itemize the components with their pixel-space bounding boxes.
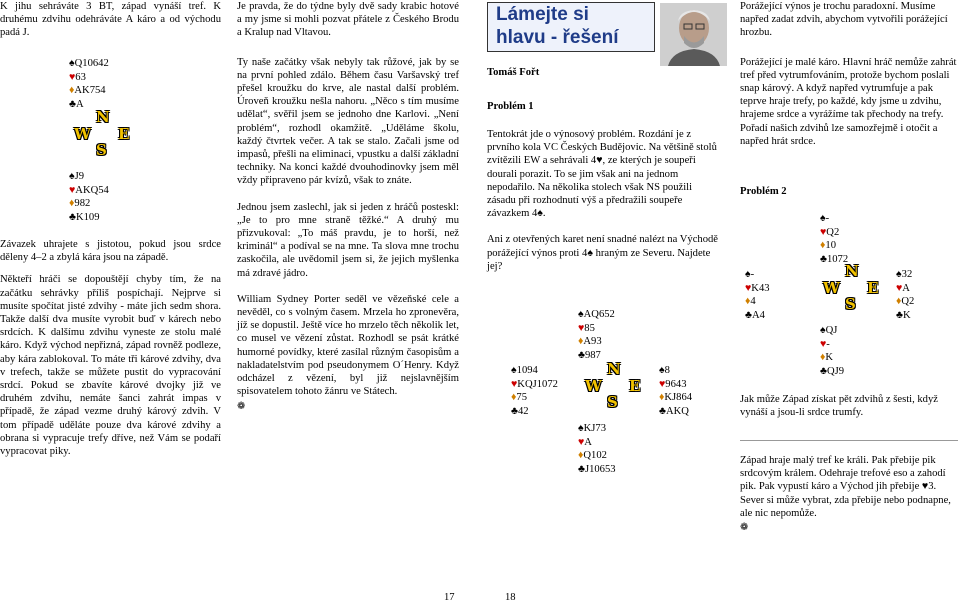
hand-east-p1 (659, 364, 692, 418)
diamonds-holding: ♦ 75 (511, 391, 558, 405)
page-number-right: 18 (505, 592, 516, 603)
spades-holding: ♠ KJ73 (578, 422, 616, 436)
hand-east-p2 (896, 268, 914, 322)
paragraph: Ty naše začátky však nebyly tak růžové, jak by se na první pohled zdálo. Během času Varšavský tref přešel kroužku do krve, ale nastal další problém. Úroveň kroužku nešla nahoru. „Něco s tím musíme udělat“, svěřil jsem se jednoho dne Karlovi. „Není problém“, rozhodl okamžitě. „Uděláme školu, každý čtvrtek večer. A tak se stalo. Začali jsme od impasů, přešli na eliminaci, vpustku a další základní techniky. Na konci každé dvouhodinovky jsem měl vždy připraveno pár kvízů, však to znáte. (237, 56, 459, 187)
hand-north-p2 (820, 212, 848, 266)
clubs-holding: ♣ A4 (745, 309, 770, 323)
hand-north-p0 (69, 57, 109, 111)
compass-icon (585, 360, 643, 415)
hand-west-p2 (745, 268, 770, 322)
column-1-body (0, 238, 221, 458)
spades-holding: ♠ - (820, 212, 848, 226)
compass-west: W (823, 279, 840, 297)
compass-west: W (74, 125, 91, 143)
spades-holding: ♠ Q10642 (69, 57, 109, 71)
column-2 (237, 0, 459, 414)
compass-north: N (607, 360, 621, 378)
hearts-holding: ♥ A (896, 282, 914, 296)
paragraph: Tentokrát jde o výnosový problém. Rozdání je z prvního kola VC Českých Budějovic. Na většině stolů zvítězili EW a sehrávali 4♥, ze kterých je soupeři dourali porazit. To se jim však ani na jednom nepodařilo. Na několika stolech však NS použili zásadu při rozhodnutí výš a předražili soupeře závazkem 4♠. (487, 129, 717, 220)
column-3 (487, 128, 722, 273)
clubs-holding: ♣ QJ9 (820, 365, 844, 379)
hearts-holding: ♥ K43 (745, 282, 770, 296)
diamonds-holding: ♦ A93 (578, 335, 615, 349)
diamonds-holding: ♦ Q2 (896, 295, 914, 309)
hand-south-p2 (820, 324, 844, 378)
diamonds-holding: ♦ AK754 (69, 84, 109, 98)
clubs-holding: ♣ K109 (69, 211, 109, 225)
compass-north: N (845, 262, 859, 280)
divider (740, 440, 958, 441)
page-number-left: 17 (444, 592, 455, 603)
end-mark-icon: ❁ (740, 522, 749, 534)
compass-icon (823, 262, 881, 317)
title-line-2: hlavu - řešení (496, 27, 619, 48)
compass-south: S (96, 141, 107, 159)
clubs-holding: ♣ 1072 (820, 253, 848, 267)
paragraph: Porážející výnos je trochu paradoxní. Musíme napřed zadat zdvih, abychom vytvořili porážející hrozbu. (740, 1, 948, 39)
clubs-holding: ♣ AKQ (659, 405, 692, 419)
spades-holding: ♠ J9 (69, 170, 109, 184)
hearts-holding: ♥ AKQ54 (69, 184, 109, 198)
clubs-holding: ♣ J10653 (578, 463, 616, 477)
spades-holding: ♠ 1094 (511, 364, 558, 378)
column-4-answer (740, 454, 958, 534)
hearts-holding: ♥ 85 (578, 322, 615, 336)
diamonds-holding: ♦ K (820, 351, 844, 365)
hearts-holding: ♥ 9643 (659, 378, 692, 392)
author-name: Tomáš Fořt (487, 67, 540, 78)
paragraph: Porážející je malé káro. Hlavní hráč nemůže zahrát tref před vytrumfováním, protože bychom poslali snap kárový. A když napřed vytrumfuje a pak teprve hraje trefy, po každé, kdy jsme u zdvihu, hrajeme srdce a vyrážíme tak přechody na trefy. Pořadí našich zdvihů lze samozřejmě i otočit a napřed hrát srdce. (740, 56, 957, 147)
column-4 (740, 0, 958, 148)
diamonds-holding: ♦ 10 (820, 239, 848, 253)
paragraph: Někteří hráči se dopouštějí chyby tím, že na začátku sehrávky příliš pospíchají. Nejprve si musíte spočítat jisté zdvihy - máte jich sedm shora. Takže další dva musíte vyrobit buď v kárech nebo srdcích. K dalšímu zdvihu vyneste ze stolu malé káro. Když východ nepřizná, západ rovněž podleze, aby kára zablokoval. To máte tři kárové zdvihy, dva v trefech, takže se můžete pustit do vypracování srdcí. Pokud se zbavíte kárové dvojky již ve druhém zdvihu, nemáte šanci zahrát impas v případě, že západ vezme druhý kárový zdvih. V tom případě uděláte pouze dva kárové zdvihy a obrana si vypracuje trefy dříve, než Vám se podaří vypracovat piky. (0, 274, 221, 458)
hearts-holding: ♥ - (820, 338, 844, 352)
column-4-lower (740, 393, 958, 419)
diamonds-holding: ♦ Q102 (578, 449, 616, 463)
clubs-holding: ♣ K (896, 309, 914, 323)
compass-icon (74, 108, 132, 163)
paragraph: Ani z otevřených karet není snadné nalézt na Východě porážející výnos proti 4♠ hraným ze Severu. Najdete jej? (487, 234, 719, 272)
spades-holding: ♠ 32 (896, 268, 914, 282)
hand-west-p1 (511, 364, 558, 418)
paragraph: Jednou jsem zaslechl, jak si jeden z hráčů posteskl: „Je to pro mne straně těžké.“ A druhý mu přizvukoval: „To máš pravdu, je to horší, než kriminál“ a podíval se na mne. Ta slova mne trochu zaskočila, ale uvědomil jsem si, že jejich myšlenka má zdravé jádro. (237, 201, 459, 279)
problem-1-heading: Problém 1 (487, 101, 534, 112)
hearts-holding: ♥ KQJ1072 (511, 378, 558, 392)
spades-holding: ♠ 8 (659, 364, 692, 378)
author-photo (660, 3, 727, 66)
paragraph: Západ hraje malý tref ke králi. Pak přebije pik srdcovým králem. Odehraje trefové eso a zahodí pik. Pak vypustí káro a Východ jih přebije ♥3. Sever si může vybrat, zda přebije nebo podnapne, ale nic nepomůže. (740, 455, 951, 519)
end-mark-icon: ❁ (237, 401, 246, 413)
article-title (487, 2, 655, 52)
problem-2-heading: Problém 2 (740, 186, 787, 197)
paragraph: William Sydney Porter seděl ve vězeňské cele a nevěděl, co s volným časem. Mrzela ho zpronevěra, jíž se dopustil. Ještě více ho mrzelo těch několik let, co musel ve vězení zůstat. Rozhodl se psát krátké humorné povídky, které zasílal různým časopisům a nakladatelstvím pod pseudonymem O´Henry. Když odcházel z vězení, byl již nejslavnějším spisovatelem tohoto žánru ve Státech. (237, 293, 459, 398)
clubs-holding: ♣ A (69, 98, 109, 112)
intro-text: K jihu sehráváte 3 BT, západ vynáší tref. K druhému zdvihu odehráváte A káro a od východu padá J. (0, 1, 221, 39)
hearts-holding: ♥ A (578, 436, 616, 450)
paragraph: Závazek uhrajete s jistotou, pokud jsou srdce děleny 4–2 a zbylá kára jsou na západě. (0, 239, 221, 264)
compass-south: S (845, 295, 856, 313)
hand-south-p0 (69, 170, 109, 224)
compass-east: E (629, 377, 641, 395)
hearts-holding: ♥ Q2 (820, 226, 848, 240)
compass-south: S (607, 393, 618, 411)
clubs-holding: ♣ 987 (578, 349, 615, 363)
compass-north: N (96, 108, 110, 126)
compass-east: E (118, 125, 130, 143)
paragraph: Jak může Západ získat pět zdvihů z šesti, když vynáší a jsou-li srdce trumfy. (740, 394, 938, 419)
hand-south-p1 (578, 422, 616, 476)
clubs-holding: ♣ 42 (511, 405, 558, 419)
compass-east: E (867, 279, 879, 297)
column-1 (0, 0, 221, 40)
paragraph: Je pravda, že do týdne byly dvě sady krabic hotové a my jsme si mohli pozvat přátele z Českého Brodu a Kralup nad Vltavou. (237, 1, 459, 39)
diamonds-holding: ♦ KJ864 (659, 391, 692, 405)
hearts-holding: ♥ 63 (69, 71, 109, 85)
diamonds-holding: ♦ 982 (69, 197, 109, 211)
spades-holding: ♠ AQ652 (578, 308, 615, 322)
spades-holding: ♠ QJ (820, 324, 844, 338)
hand-north-p1 (578, 308, 615, 362)
title-line-1: Lámejte si (496, 4, 589, 25)
diamonds-holding: ♦ 4 (745, 295, 770, 309)
compass-west: W (585, 377, 602, 395)
spades-holding: ♠ - (745, 268, 770, 282)
